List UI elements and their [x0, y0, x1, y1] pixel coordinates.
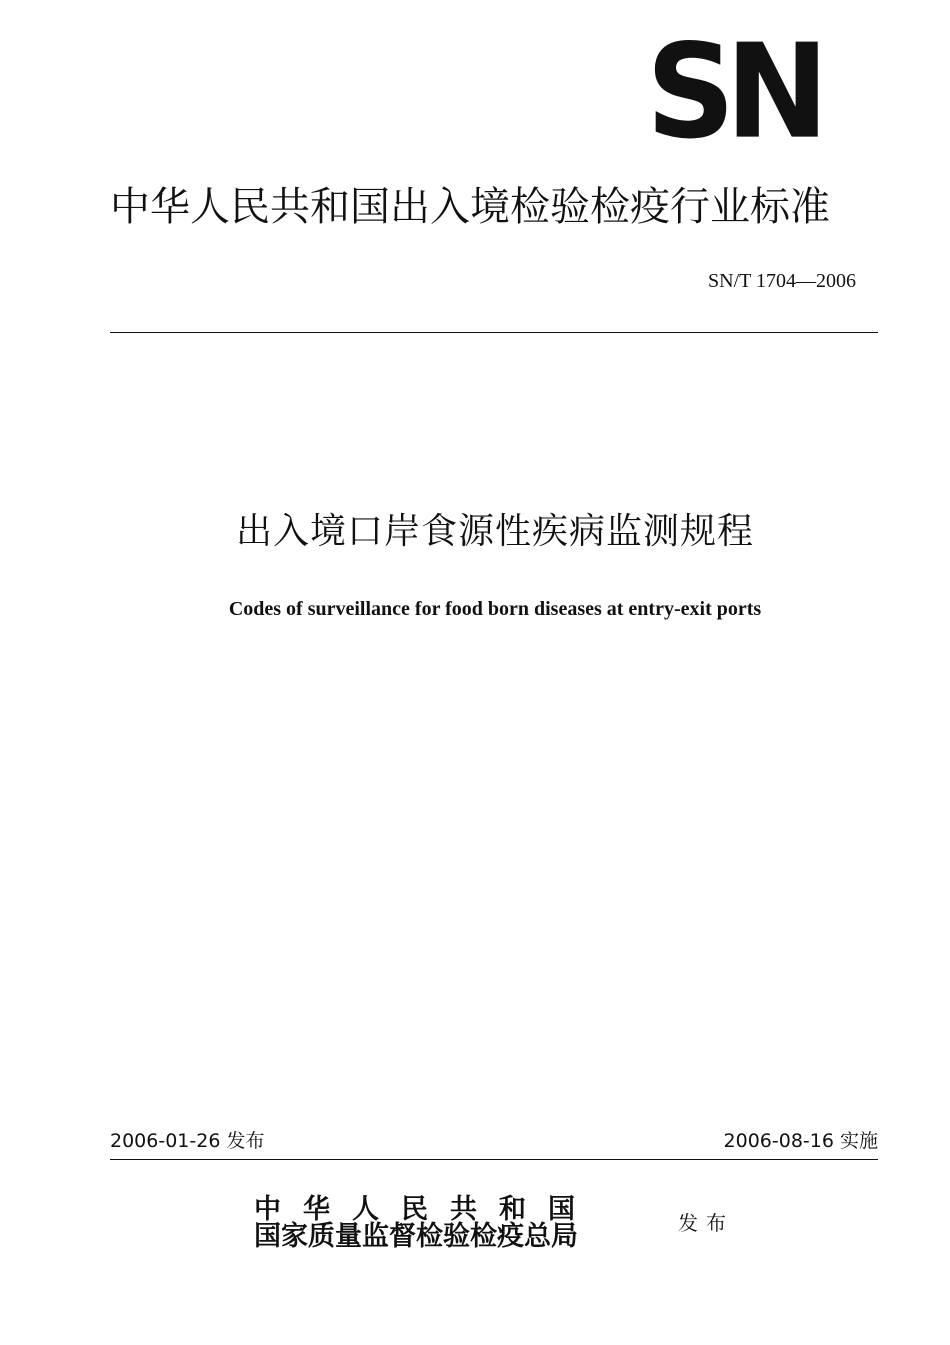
document-title-chinese: 出入境口岸食源性疾病监测规程	[235, 511, 754, 552]
implementation-date: 2006-08-16 实施	[723, 1130, 878, 1152]
industry-standard-title: 中华人民共和国出入境检验检疫行业标准	[110, 184, 830, 230]
issue-date: 2006-01-26 发布	[110, 1130, 265, 1152]
publisher-country: 中华人民共和国	[254, 1194, 597, 1225]
publisher-agency: 国家质量监督检验检疫总局	[254, 1221, 578, 1252]
publisher-block	[254, 1196, 654, 1250]
publish-label: 发布	[678, 1211, 734, 1235]
sn-logo: SN	[646, 16, 820, 169]
standard-number: SN/T 1704—2006	[708, 270, 856, 292]
bottom-divider	[110, 1159, 878, 1160]
top-divider	[110, 332, 878, 333]
document-title-english: Codes of surveillance for food born diseases at entry-exit ports	[228, 598, 762, 620]
